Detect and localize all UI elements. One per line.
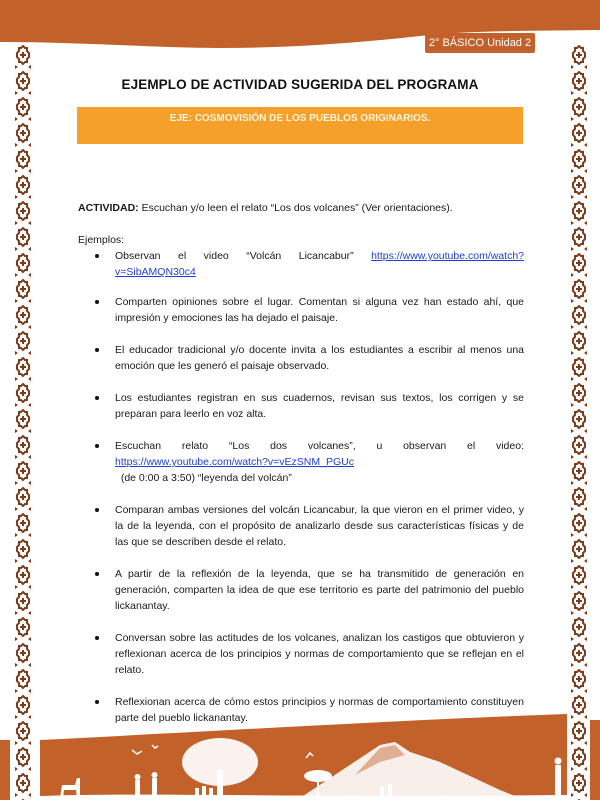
left-pattern-border (15, 45, 31, 800)
list-item (78, 342, 524, 374)
left-strip (0, 740, 10, 800)
bottom-landscape-illustration (0, 700, 600, 800)
list-item (78, 566, 524, 614)
list-item-text: Comparten opiniones sobre el lugar. Comentan si alguna vez han estado ahí, que impresión y emociones las ha dejado el paisaje. (115, 296, 524, 324)
activity-text: Escuchan y/o leen el relato “Los dos volcanes” (Ver orientaciones). (138, 202, 453, 214)
right-strip (590, 720, 600, 800)
bullet-icon (95, 300, 99, 304)
list-item-suffix: (de 0:00 a 3:50) “leyenda del volcán” (115, 472, 292, 484)
bullet-icon (95, 254, 99, 258)
list-item (78, 390, 524, 422)
bullet-icon (95, 572, 99, 576)
list-item-text: Los estudiantes registran en sus cuadernos, revisan sus textos, los corrigen y se preparan para leerlo en voz alta. (115, 392, 524, 420)
list-item-text: A partir de la reflexión de la leyenda, que se ha transmitido de generación en generación, comparten la idea de que ese territorio es parte del patrimonio del pueblo lickanantay. (115, 568, 524, 612)
list-item-text: Escuchan relato “Los dos volcanes”, u observan el video: (115, 440, 524, 452)
list-item-text: Conversan sobre las actitudes de los volcanes, analizan los castigos que obtuvieron y reflexionan acerca de los principios y normas de comportamiento que se reflejan en el relato. (115, 632, 524, 676)
eje-label: EJE: COSMOVISIÓN DE LOS PUEBLOS ORIGINARIOS. (169, 113, 431, 124)
eje-banner (77, 107, 523, 144)
grade-badge: 2° BÁSICO Unidad 2 (425, 33, 535, 53)
right-pattern-border (571, 45, 587, 800)
examples-label: Ejemplos: (78, 234, 125, 246)
bullet-icon (95, 348, 99, 352)
bullet-icon (95, 508, 99, 512)
list-item-text: El educador tradicional y/o docente invita a los estudiantes a escribir al menos una emoción que les generó el paisaje observado. (115, 344, 524, 372)
video-link-leyenda[interactable]: https://www.youtube.com/watch?v=vEzSNM_PGUc (115, 456, 354, 468)
list-item (78, 438, 524, 486)
list-item (78, 248, 524, 280)
list-item (78, 502, 524, 550)
list-item (78, 294, 524, 326)
list-item-text: Observan el video “Volcán Licancabur” (115, 250, 372, 262)
list-item-text: Reflexionan acerca de cómo estos principios y normas de comportamiento constituyen parte del pueblo lickanantay. (115, 696, 524, 724)
activity-label: ACTIVIDAD: (78, 202, 139, 214)
list-item-text: Comparan ambas versiones del volcán Licancabur, la que vieron en el primer video, y la de la leyenda, con el propósito de analizarlo desde sus características físicas y de las que se describen desde el relato. (115, 504, 524, 548)
bullet-icon (95, 636, 99, 640)
examples-list (78, 248, 524, 774)
video-link-licancabur[interactable]: https://www.youtube.com/watch?v=SibAMQN30c4 (115, 250, 524, 278)
page-title: EJEMPLO DE ACTIVIDAD SUGERIDA DEL PROGRAMA (121, 77, 479, 92)
bullet-icon (95, 444, 99, 448)
bullet-icon (95, 396, 99, 400)
list-item (78, 630, 524, 678)
activity-statement (78, 200, 524, 216)
